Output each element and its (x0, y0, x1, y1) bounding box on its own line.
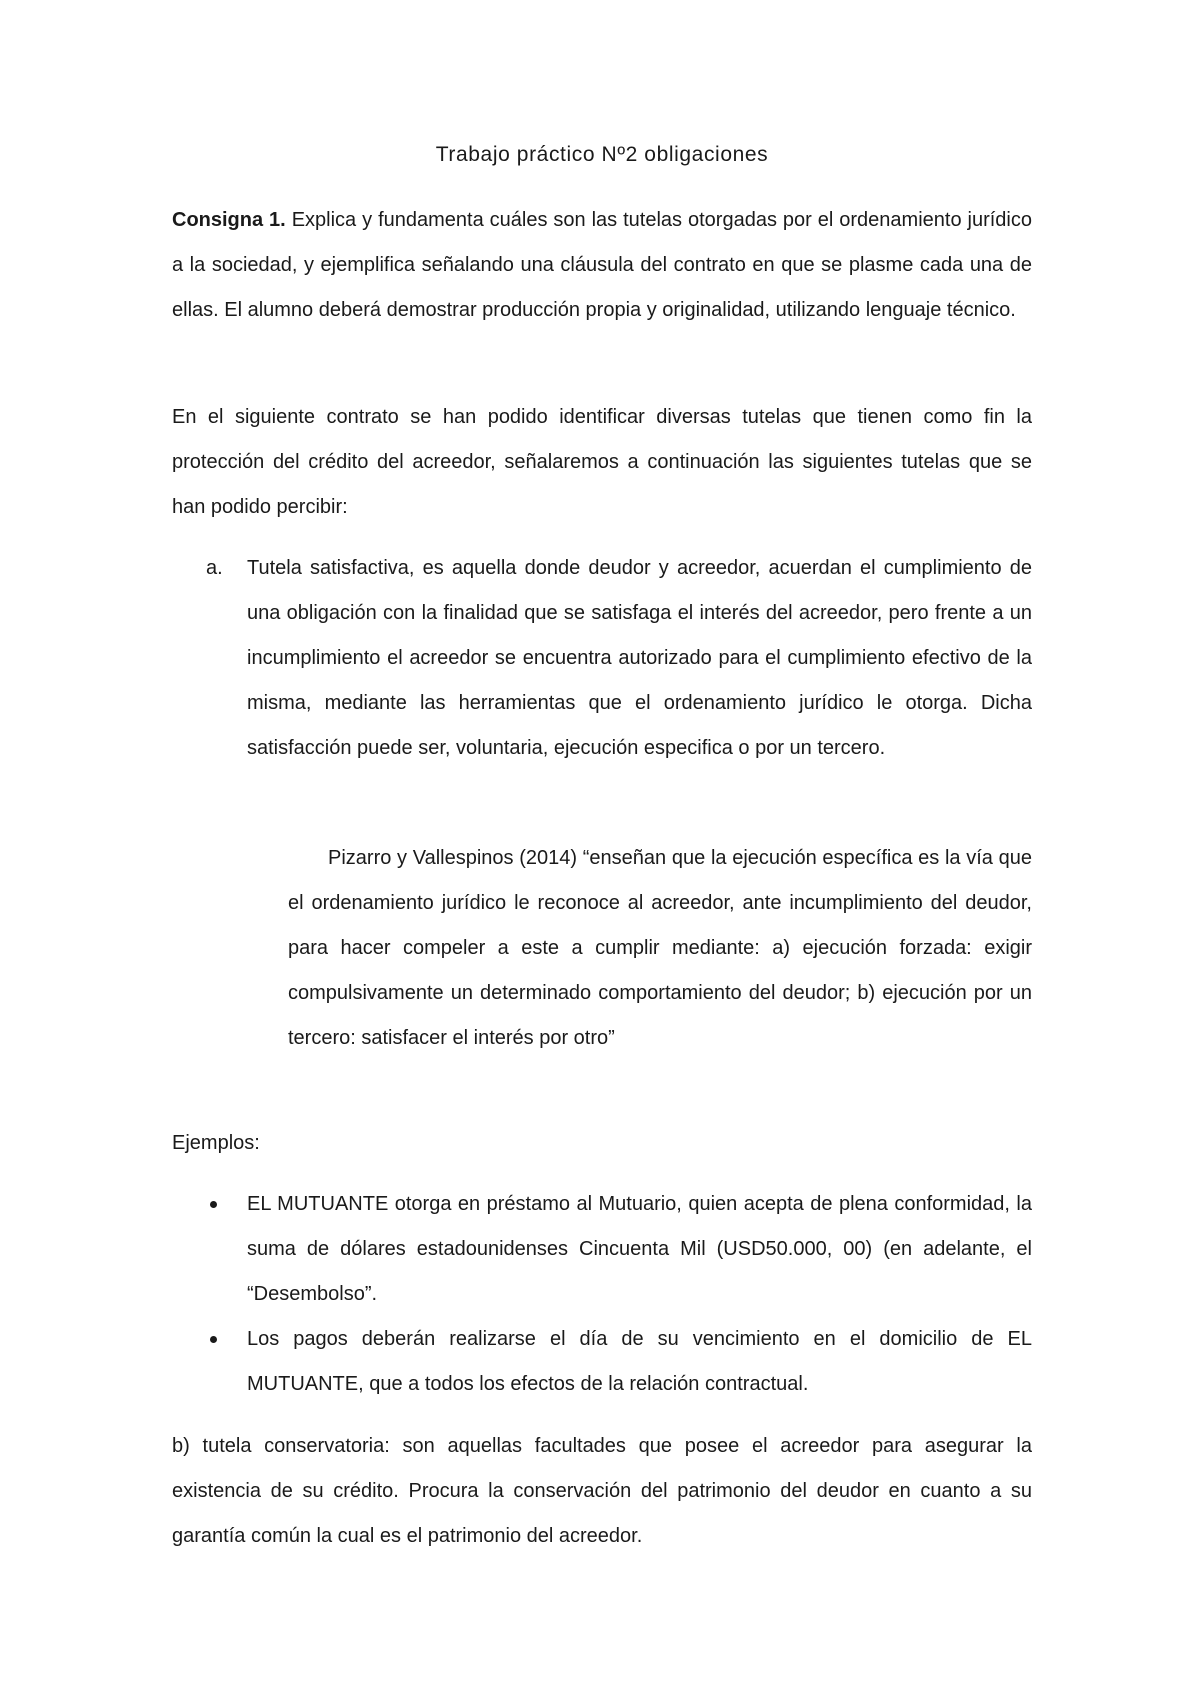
tutela-satisfactiva-paragraph: Tutela satisfactiva, es aquella donde deudor y acreedor, acuerdan el cumplimiento de una obligación con la finalidad que se satisfaga el interés del acreedor, pero frente a un incumplimiento el acreedor se encuentra autorizado para el cumplimiento efectivo de la misma, mediante las herramientas que el ordenamiento jurídico le otorga. Dicha satisfacción puede ser, voluntaria, ejecución especifica o por un tercero. (247, 557, 1032, 759)
bullet-icon (210, 1336, 217, 1343)
list-item-text: EL MUTUANTE otorga en préstamo al Mutuario, quien acepta de plena conformidad, la suma de dólares estadounidenses Cincuenta Mil (USD50.000, 00) (en adelante, el “Desembolso”. (247, 1193, 1032, 1305)
block-quote: Pizarro y Vallespinos (2014) “enseñan que la ejecución específica es la vía que el ordenamiento jurídico le reconoce al acreedor, ante incumplimiento del deudor, para hacer compeler a este a cumplir mediante: a) ejecución forzada: exigir compulsivamente un determinado comportamiento del deudor; b) ejecución por un tercero: satisfacer el interés por otro” (288, 847, 1032, 1049)
list-marker-a: a. (206, 557, 223, 579)
ejemplos-heading: Ejemplos: (172, 1132, 260, 1154)
consigna-label: Consigna 1. (172, 209, 286, 231)
bullet-icon (210, 1201, 217, 1208)
tutela-conservatoria-paragraph: b) tutela conservatoria: son aquellas facultades que posee el acreedor para asegurar la existencia de su crédito. Procura la conservación del patrimonio del deudor en cuanto a su garantía común la cual es el patrimonio del acreedor. (172, 1435, 1032, 1547)
consigna-paragraph (172, 198, 1032, 333)
list-item (172, 1317, 1032, 1407)
intro-paragraph: En el siguiente contrato se han podido identificar diversas tutelas que tienen como fin la protección del crédito del acreedor, señalaremos a continuación las siguientes tutelas que se han podido percibir: (172, 406, 1032, 518)
list-item (172, 1182, 1032, 1317)
consigna-text: Explica y fundamenta cuáles son las tutelas otorgadas por el ordenamiento jurídico a la sociedad, y ejemplifica señalando una cláusula del contrato en que se plasme cada una de ellas. El alumno deberá demostrar producción propia y originalidad, utilizando lenguaje técnico. (172, 209, 1032, 321)
list-item-text: Los pagos deberán realizarse el día de su vencimiento en el domicilio de EL MUTUANTE, que a todos los efectos de la relación contractual. (247, 1328, 1032, 1395)
ejemplos-list (172, 1182, 1032, 1407)
document-title: Trabajo práctico Nº2 obligaciones (435, 143, 769, 166)
